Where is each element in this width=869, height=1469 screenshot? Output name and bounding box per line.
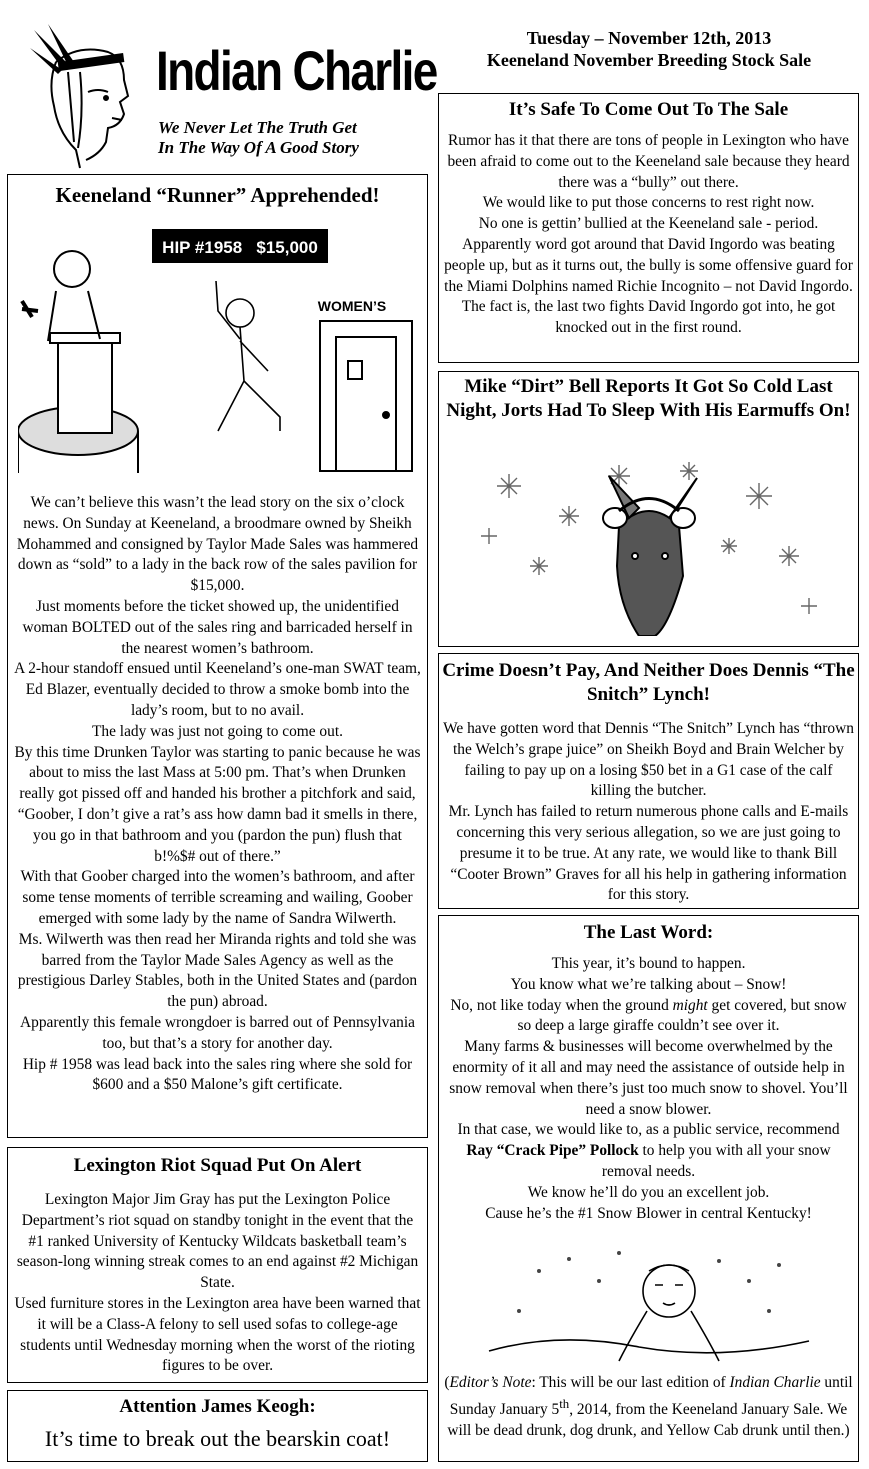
paragraph: No one is gettin’ bullied at the Keeneland sale - period.: [478, 215, 819, 233]
story-keogh: [7, 1390, 428, 1462]
paragraph: Mr. Lynch has failed to return numerous phone calls and E-mails concerning this very serious allegation, so we are just going to presume it to be true. At any rate, we would like to thank Bill “Cooter Brown” Graves for all his help in gathering information for this story.: [448, 803, 849, 904]
cartoon-hip-sign: HIP #1958 $15,000: [162, 238, 318, 257]
story-last-word: [438, 915, 859, 1462]
dateline: [440, 27, 858, 71]
paragraph: The fact is, the last two fights David Ingordo got into, he got knocked out in the first round.: [461, 298, 836, 337]
horse-earmuffs-cartoon-icon: [469, 456, 829, 636]
paragraph: [443, 1120, 854, 1182]
publication-name: Indian Charlie: [729, 1374, 821, 1391]
story-runner: [7, 174, 428, 1138]
editors-note-label: Editor’s Note: [449, 1374, 532, 1391]
story-headline: Attention James Keogh:: [119, 1396, 316, 1417]
cartoon-door-sign: WOMEN’S: [317, 298, 387, 314]
paragraph: Many farms & businesses will become overwhelmed by the enormity of it all and may need the assistance of outside help in snow removal when there’s just too much snow to shovel. You’ll need a snow blower.: [449, 1038, 848, 1118]
text-run: : This will be our last edition of: [531, 1374, 730, 1391]
auction-cartoon-icon: [18, 221, 416, 473]
story-body: [12, 493, 423, 1096]
story-body: [8, 1190, 427, 1377]
paragraph: [443, 996, 854, 1038]
paragraph: Hip # 1958 was lead back into the sales ring where she sold for $600 and a $50 Malone’s gift certificate.: [22, 1055, 413, 1094]
story-body: [439, 719, 858, 906]
paragraph: We have gotten word that Dennis “The Snitch” Lynch has “thrown the Welch’s grape juice” on Sheikh Boyd and Brain Welcher by failing to pay up on a losing $50 bet in a G1 case of the calf killing the butcher.: [443, 720, 854, 800]
paragraph: Apparently this female wrongdoer is barred out of Pennsylvania too, but that’s a story for another day.: [20, 1013, 415, 1052]
paragraph: We know he’ll do you an excellent job.: [527, 1183, 770, 1201]
paragraph: This year, it’s bound to happen.: [551, 955, 746, 972]
story-safe-sale: [438, 93, 859, 363]
masthead-tagline: [158, 118, 359, 158]
issue-date: Tuesday – November 12th, 2013: [526, 28, 772, 48]
text-run: to help you with all your snow removal needs.: [601, 1142, 831, 1180]
story-headline: Crime Doesn’t Pay, And Neither Does Dennis “The Snitch” Lynch!: [442, 660, 855, 705]
tagline-line-2: In The Way Of A Good Story: [158, 138, 359, 157]
text-run: , 2014, from the Keeneland January Sale. We will be dead drunk, dog drunk, and Yellow Cab drunk until then.): [447, 1400, 850, 1439]
masthead: [18, 18, 437, 168]
masthead-title: Indian Charlie: [156, 39, 437, 102]
story-headline: Keeneland “Runner” Apprehended!: [55, 183, 380, 207]
story-body: [439, 954, 858, 1224]
ordinal-suffix: th: [559, 1396, 570, 1411]
text-run: (: [444, 1374, 450, 1391]
text-run: In that case, we would like to, as a public service, recommend: [457, 1121, 840, 1139]
story-body: [439, 131, 858, 339]
tagline-line-1: We Never Let The Truth Get: [158, 118, 357, 137]
paragraph: You know what we’re talking about – Snow!: [510, 975, 787, 993]
paragraph: Ms. Wilwerth was then read her Miranda rights and told she was barred from the Taylor Made Sales Agency as well as the prestigious Darley Stables, both in the United States and (pardon the pun) abroad.: [17, 930, 418, 1011]
paragraph: Rumor has it that there are tons of people in Lexington who have been afraid to come out to the Keeneland sale because they heard there was a “bully” out there.: [447, 132, 850, 191]
story-headline: Mike “Dirt” Bell Reports It Got So Cold Last Night, Jorts Had To Sleep With His Earmuffs On!: [446, 376, 851, 421]
paragraph: Lexington Major Jim Gray has put the Lexington Police Department’s riot squad on standby tonight in the event that the #1 ranked University of Kentucky Wildcats basketball team’s season-long winning streak comes to an end against #2 Michigan State.: [16, 1191, 419, 1292]
emphasis-might: might: [672, 996, 708, 1014]
story-headline: Lexington Riot Squad Put On Alert: [73, 1155, 362, 1176]
paragraph: Apparently word got around that David Ingordo was beating people up, but as it turns out, the bully is some offensive guard for the Miami Dolphins named Richie Incognito – not David Ingordo.: [444, 235, 853, 295]
text-run: get covered, but snow so deep a large giraffe couldn’t see over it.: [517, 996, 847, 1035]
text-run: No, not like today when the ground: [450, 996, 673, 1014]
paragraph: We would like to put those concerns to rest right now.: [482, 194, 815, 212]
paragraph: Cause he’s the #1 Snow Blower in central Kentucky!: [485, 1204, 812, 1222]
story-text: It’s time to break out the bearskin coat!: [44, 1426, 391, 1451]
text-run: until Sunday January 5: [449, 1374, 853, 1418]
story-cold-night: [438, 371, 859, 647]
snow-blower-cartoon-icon: [479, 1241, 819, 1371]
story-snitch: [438, 653, 859, 909]
editors-note: [443, 1373, 854, 1442]
story-headline: It’s Safe To Come Out To The Sale: [508, 99, 789, 120]
paragraph: With that Goober charged into the women’s bathroom, and after some tense moments of terrible screaming and wailing, Goober emerged with some lady by the name of Sandra Wilwerth.: [20, 868, 415, 927]
paragraph: A 2-hour standoff ensued until Keeneland’s one-man SWAT team, Ed Blazer, eventually decided to throw a smoke bomb into the lady’s room, but to no avail.: [14, 660, 421, 719]
paragraph: By this time Drunken Taylor was starting to panic because he was about to miss the last Mass at 5:00 pm. That’s when Drunken really got pissed off and handed his brother a pitchfork and said, “Goober, I don’t give a rat’s ass how damn bad it smells in there, you go in that bathroom and you (pardon the pun) flush that b!%$# out of there.”: [14, 743, 421, 865]
recommended-name: Ray “Crack Pipe” Pollock: [466, 1142, 639, 1160]
story-riot-squad: [7, 1147, 428, 1383]
sale-name: Keeneland November Breeding Stock Sale: [486, 50, 812, 70]
story-headline: The Last Word:: [583, 922, 714, 943]
paragraph: We can’t believe this wasn’t the lead story on the six o’clock news. On Sunday at Keeneland, a broodmare owned by Sheikh Mohammed and consigned by Taylor Made Sales was hammered down as “sold” to a lady in the back row of the sales pavilion for $15,000.: [16, 494, 419, 595]
paragraph: The lady was just not going to come out.: [92, 722, 343, 740]
indian-head-logo-icon: [28, 22, 146, 170]
paragraph: Used furniture stores in the Lexington area have been warned that it will be a Class-A felony to sell used sofas to college-age students until Wednesday morning when the worst of the rioting figures to be over.: [14, 1294, 421, 1375]
paragraph: Just moments before the ticket showed up, the unidentified woman BOLTED out of the sales ring and barricaded herself in the nearest women’s bathroom.: [22, 597, 413, 657]
